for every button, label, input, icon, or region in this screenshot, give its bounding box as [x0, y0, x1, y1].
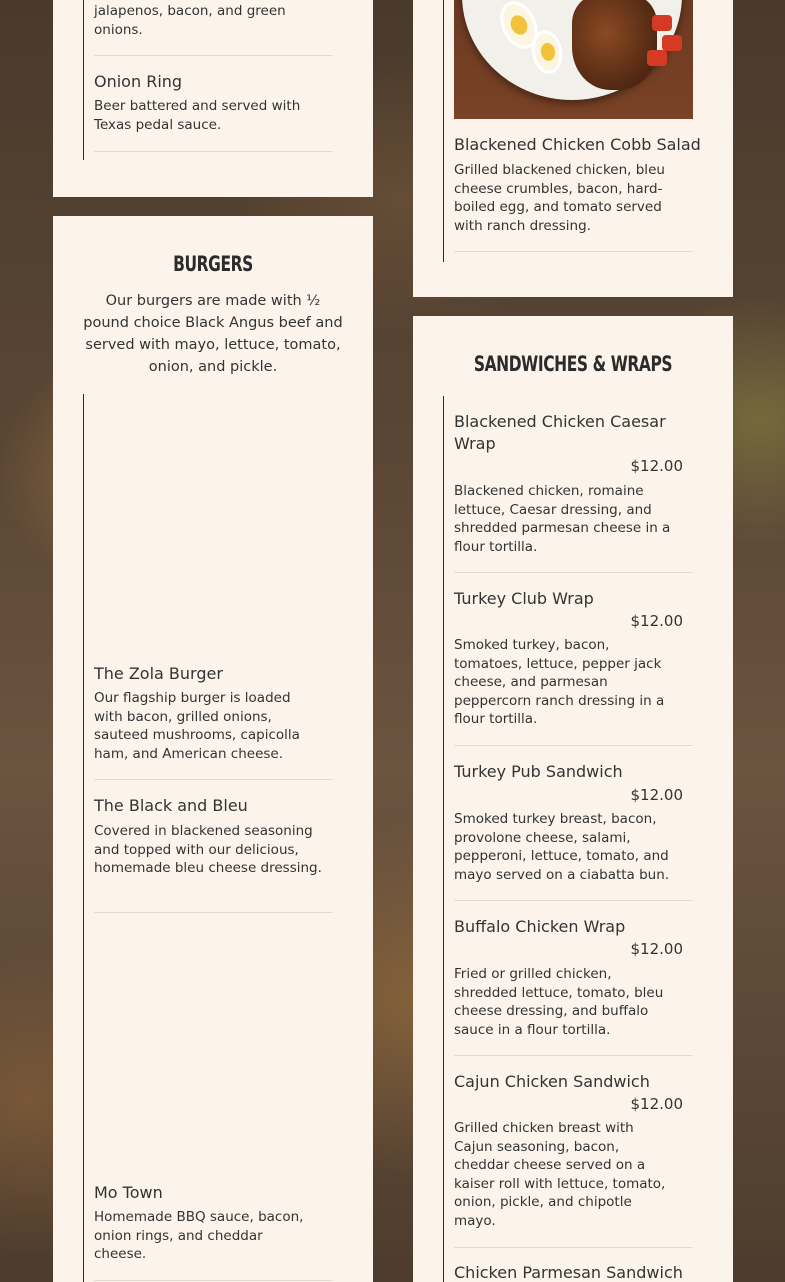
menu-rule [443, 0, 444, 262]
menu-item-price: $12.00 [630, 457, 683, 475]
menu-item-name: The Zola Burger [94, 664, 223, 683]
menu-item-description: jalapenos, bacon, and green onions. [94, 3, 286, 38]
menu-item-price: $12.00 [630, 940, 683, 958]
section-title: BURGERS [173, 252, 253, 276]
menu-divider [454, 900, 693, 901]
section-intro: Our burgers are made with ½ pound choice Black Angus beef and served with mayo, lettuce, tomato, onion, and pickle. [83, 293, 343, 375]
menu-item-name: Chicken Parmesan Sandwich [454, 1263, 683, 1282]
menu-item-name: Turkey Pub Sandwich [454, 762, 623, 781]
menu-rule [83, 394, 84, 1282]
menu-item-description: Smoked turkey, bacon, tomatoes, lettuce, pepper jack cheese, and parmesan peppercorn ranch dressing in a flour tortilla. [454, 637, 665, 727]
menu-item-name: Buffalo Chicken Wrap [454, 917, 626, 936]
menu-item-description: Covered in blackened seasoning and topped with our delicious, homemade bleu cheese dressing. [94, 823, 322, 876]
appetizers-panel [53, 0, 373, 197]
menu-divider [94, 55, 333, 56]
burgers-panel [53, 216, 373, 1282]
menu-divider [454, 251, 693, 252]
menu-item-price: $12.00 [630, 612, 683, 630]
menu-item-description: Smoked turkey breast, bacon, provolone cheese, salami, pepperoni, lettuce, tomato, and mayo served on a ciabatta bun. [454, 811, 670, 883]
menu-item-description: Fried or grilled chicken, shredded lettuce, tomato, bleu cheese dressing, and buffalo sauce in a flour tortilla. [454, 966, 664, 1038]
section-title: SANDWICHES & WRAPS [473, 352, 673, 376]
menu-divider [454, 572, 693, 573]
menu-item-name: Turkey Club Wrap [454, 589, 594, 608]
menu-item-description: Grilled chicken breast with Cajun seasoning, bacon, cheddar cheese served on a kaiser roll with lettuce, tomato, onion, pickle, and chipotle mayo. [454, 1120, 666, 1229]
menu-divider [454, 1247, 693, 1248]
menu-item-description: Homemade BBQ sauce, bacon, onion rings, and cheddar cheese. [94, 1209, 304, 1262]
menu-divider [454, 745, 693, 746]
sandwiches-wraps-panel [413, 316, 733, 1282]
plate-image [462, 0, 682, 100]
menu-divider [94, 779, 333, 780]
menu-rule [83, 0, 84, 160]
menu-item-name: Blackened Chicken Cobb Salad [454, 135, 701, 154]
menu-item-name: The Black and Bleu [94, 796, 248, 815]
menu-item-name: Cajun Chicken Sandwich [454, 1072, 650, 1091]
menu-item-description: Blackened chicken, romaine lettuce, Caesar dressing, and shredded parmesan cheese in a flour tortilla. [454, 483, 671, 555]
menu-item-name: Onion Ring [94, 72, 183, 91]
menu-rule [443, 396, 444, 1282]
menu-divider [94, 1280, 333, 1281]
cobb-salad-photo [454, 0, 693, 119]
menu-item-description: Our flagship burger is loaded with bacon, grilled onions, sauteed mushrooms, capicolla ham, and American cheese. [94, 690, 300, 762]
menu-item-description: Grilled blackened chicken, bleu cheese crumbles, bacon, hard-boiled egg, and tomato served with ranch dressing. [454, 162, 665, 234]
menu-item-price: $12.00 [630, 1095, 683, 1113]
menu-divider [454, 1055, 693, 1056]
menu-item-price: $12.00 [630, 786, 683, 804]
salads-panel [413, 0, 733, 297]
menu-item-name: Mo Town [94, 1183, 163, 1202]
menu-divider [94, 151, 333, 152]
menu-item-description: Beer battered and served with Texas pedal sauce. [94, 98, 301, 133]
menu-item-name: Blackened Chicken Caesar Wrap [454, 412, 666, 453]
menu-divider [94, 912, 333, 913]
